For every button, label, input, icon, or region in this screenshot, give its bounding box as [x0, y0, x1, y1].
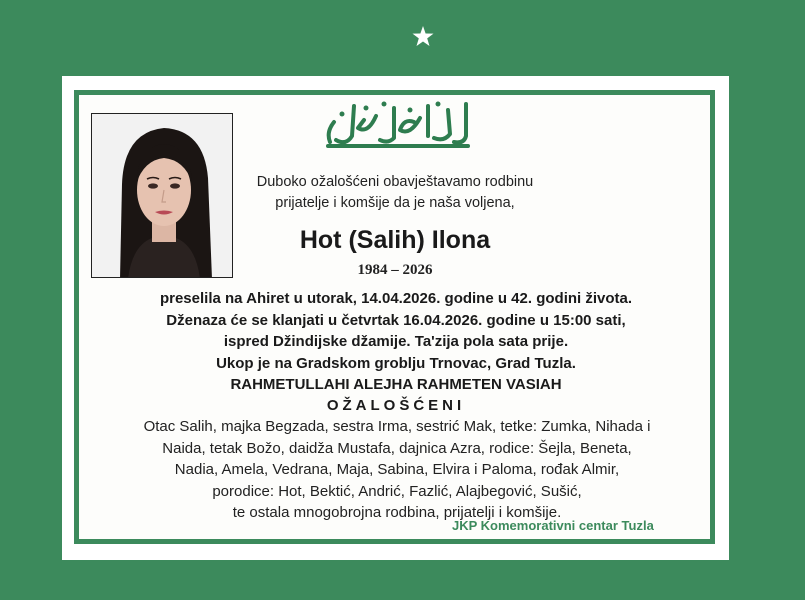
arabic-calligraphy-icon [318, 96, 478, 154]
announcement-line: preselila na Ahiret u utorak, 14.04.2026. godine u 42. godini života. [159, 290, 633, 307]
intro-line-2: prijatelje i komšije da je naša voljena, [275, 195, 515, 211]
portrait-image [92, 114, 233, 278]
announcement-line: ispred Džindijske džamije. Ta'zija pola sata prije. [223, 333, 569, 350]
deceased-years: 1984 – 2026 [357, 262, 433, 278]
portrait-photo [91, 113, 233, 278]
intro-text [230, 172, 560, 214]
crescent-star-icon [372, 2, 442, 72]
mourners-heading: OŽALOŠĆENI [326, 397, 466, 414]
announcement-line: Ukop je na Gradskom groblju Trnovac, Grad Tuzla. [216, 354, 576, 372]
announcement-prayer: RAHMETULLAHI ALEJHA RAHMETEN VASIAH [230, 376, 562, 393]
mourners-line: Otac Salih, majka Begzada, sestra Irma, sestrić Mak, tetke: Zumka, Nihada i [143, 418, 651, 435]
mourners-line: porodice: Hot, Bektić, Andrić, Fazlić, Alajbegović, Sušić, [212, 482, 582, 500]
mourners-list [92, 416, 702, 524]
footer-organization: JKP Komemorativni centar Tuzla [452, 518, 654, 533]
announcement-text [90, 288, 702, 396]
mourners-line: te ostala mnogobrojna rodbina, prijatelji i komšije. [232, 504, 562, 521]
deceased-name: Hot (Salih) Ilona [299, 226, 491, 254]
mourners-line: Naida, tetak Božo, daidža Mustafa, dajnica Azra, rodice: Šejla, Beneta, [162, 439, 632, 457]
intro-line-1: Duboko ožalošćeni obavještavamo rodbinu [256, 174, 534, 190]
mourners-line: Nadia, Amela, Vedrana, Maja, Sabina, Elvira i Paloma, rođak Almir, [174, 461, 620, 478]
announcement-line: Dženaza će se klanjati u četvrtak 16.04.2026. godine u 15:00 sati, [166, 311, 626, 329]
